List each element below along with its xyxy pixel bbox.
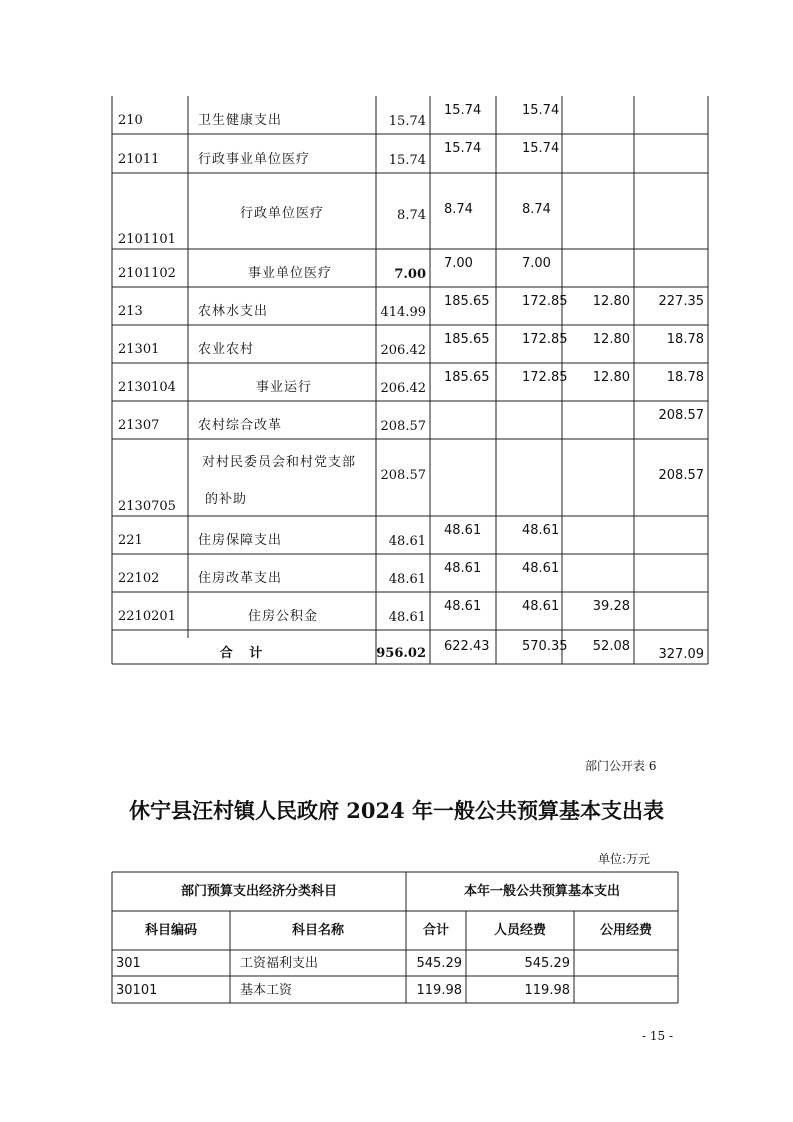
table-cell-basic: 185.65 <box>444 370 490 385</box>
table-row-name: 行政单位医疗 <box>240 206 325 221</box>
table-cell-total: 208.57 <box>380 419 426 434</box>
table-cell-personnel: 172.85 <box>522 332 568 347</box>
group-header-left: 部门预算支出经济分类科目 <box>180 884 337 899</box>
table-cell-total: 206.42 <box>380 343 426 358</box>
table-cell-total: 48.61 <box>388 572 426 587</box>
table-cell-basic: 48.61 <box>444 561 482 576</box>
summary-project: 327.09 <box>658 647 704 662</box>
table-row-code: 2130104 <box>118 380 176 395</box>
table-row-name: 卫生健康支出 <box>198 113 283 128</box>
table-row-code: 2130705 <box>118 499 176 514</box>
table-cell-total: 206.42 <box>380 381 426 396</box>
table-cell-total: 414.99 <box>380 305 426 320</box>
table-cell-project: 208.57 <box>658 468 704 483</box>
table-row-code: 30101 <box>116 983 158 998</box>
table-cell-basic: 7.00 <box>444 256 473 271</box>
table-row-code: 21301 <box>118 342 160 357</box>
table-cell-basic: 15.74 <box>444 141 482 156</box>
table-cell-basic: 8.74 <box>444 202 473 217</box>
table-cell-total: 208.57 <box>380 468 426 483</box>
table-cell-total: 8.74 <box>397 208 426 223</box>
table-cell-personnel: 172.85 <box>522 370 568 385</box>
table-cell-public: 39.28 <box>592 599 630 614</box>
table-row-code: 213 <box>118 304 143 319</box>
table-row-name: 事业运行 <box>256 380 313 395</box>
table-cell-total: 15.74 <box>388 114 426 129</box>
summary-total: 956.02 <box>376 646 426 661</box>
table-row-code: 221 <box>118 533 143 548</box>
table-cell-personnel: 8.74 <box>522 202 551 217</box>
table-row-name: 农村综合改革 <box>198 418 283 433</box>
table-cell-personnel: 15.74 <box>522 141 560 156</box>
table-cell-total: 15.74 <box>388 153 426 168</box>
table-cell-personnel: 7.00 <box>522 256 551 271</box>
summary-label: 合 计 <box>219 646 269 661</box>
table-row-name: 住房保障支出 <box>198 533 283 548</box>
header-personnel: 人员经费 <box>493 923 546 938</box>
table-cell-public: 12.80 <box>592 370 630 385</box>
summary-public: 52.08 <box>592 639 630 654</box>
summary-personnel: 570.35 <box>522 639 568 654</box>
table-row-code: 2101101 <box>118 232 176 247</box>
table-cell-personnel: 172.85 <box>522 294 568 309</box>
table-row-name: 对村民委员会和村党支部 <box>202 455 357 470</box>
table-row-name: 农林水支出 <box>198 304 269 319</box>
table-row-code: 22102 <box>118 571 160 586</box>
table-row-total: 545.29 <box>416 956 462 971</box>
table-cell-project: 18.78 <box>666 332 704 347</box>
unit-label: 单位:万元 <box>598 852 651 866</box>
table-cell-public: 12.80 <box>592 294 630 309</box>
table-cell-total: 48.61 <box>388 534 426 549</box>
header-code: 科目编码 <box>144 923 197 938</box>
header-name: 科目名称 <box>291 923 344 938</box>
summary-basic: 622.43 <box>444 639 490 654</box>
table-cell-basic: 48.61 <box>444 599 482 614</box>
table-cell-project: 18.78 <box>666 370 704 385</box>
table-row-name: 的补助 <box>205 492 248 507</box>
table-cell-project: 227.35 <box>658 294 704 309</box>
table-row-total: 119.98 <box>416 983 462 998</box>
table-row-name: 事业单位医疗 <box>248 266 333 281</box>
page-number: - 15 - <box>642 1029 674 1043</box>
table-row-code: 21011 <box>118 152 160 167</box>
table-row-name: 农业农村 <box>198 342 255 357</box>
table-cell-project: 208.57 <box>658 408 704 423</box>
table-row-name: 行政事业单位医疗 <box>198 152 311 167</box>
header-public: 公用经费 <box>599 923 652 938</box>
table-cell-personnel: 48.61 <box>522 523 560 538</box>
table-row-personnel: 545.29 <box>524 956 570 971</box>
table-row-code: 301 <box>116 956 141 971</box>
table-cell-basic: 185.65 <box>444 294 490 309</box>
table-row-code: 21307 <box>118 418 160 433</box>
table-row-name: 住房公积金 <box>248 609 319 624</box>
table-row-code: 2210201 <box>118 609 176 624</box>
table-cell-total: 48.61 <box>388 610 426 625</box>
table-row-code: 2101102 <box>118 266 176 281</box>
page-title: 休宁县汪村镇人民政府 2024 年一般公共预算基本支出表 <box>128 798 665 823</box>
table-cell-basic: 15.74 <box>444 103 482 118</box>
table-row-name: 基本工资 <box>240 983 293 998</box>
table-row-name: 工资福利支出 <box>240 956 319 971</box>
table-row-name: 住房改革支出 <box>198 571 283 586</box>
table-cell-personnel: 48.61 <box>522 561 560 576</box>
table-cell-total: 7.00 <box>394 267 426 282</box>
table-row-code: 210 <box>118 113 143 128</box>
table-cell-public: 12.80 <box>592 332 630 347</box>
table-row-personnel: 119.98 <box>524 983 570 998</box>
group-header-right: 本年一般公共预算基本支出 <box>463 884 620 899</box>
table-number: 部门公开表 6 <box>585 759 657 773</box>
table-cell-personnel: 15.74 <box>522 103 560 118</box>
table-cell-personnel: 48.61 <box>522 599 560 614</box>
table-cell-basic: 185.65 <box>444 332 490 347</box>
table-cell-basic: 48.61 <box>444 523 482 538</box>
header-total: 合计 <box>422 923 449 938</box>
